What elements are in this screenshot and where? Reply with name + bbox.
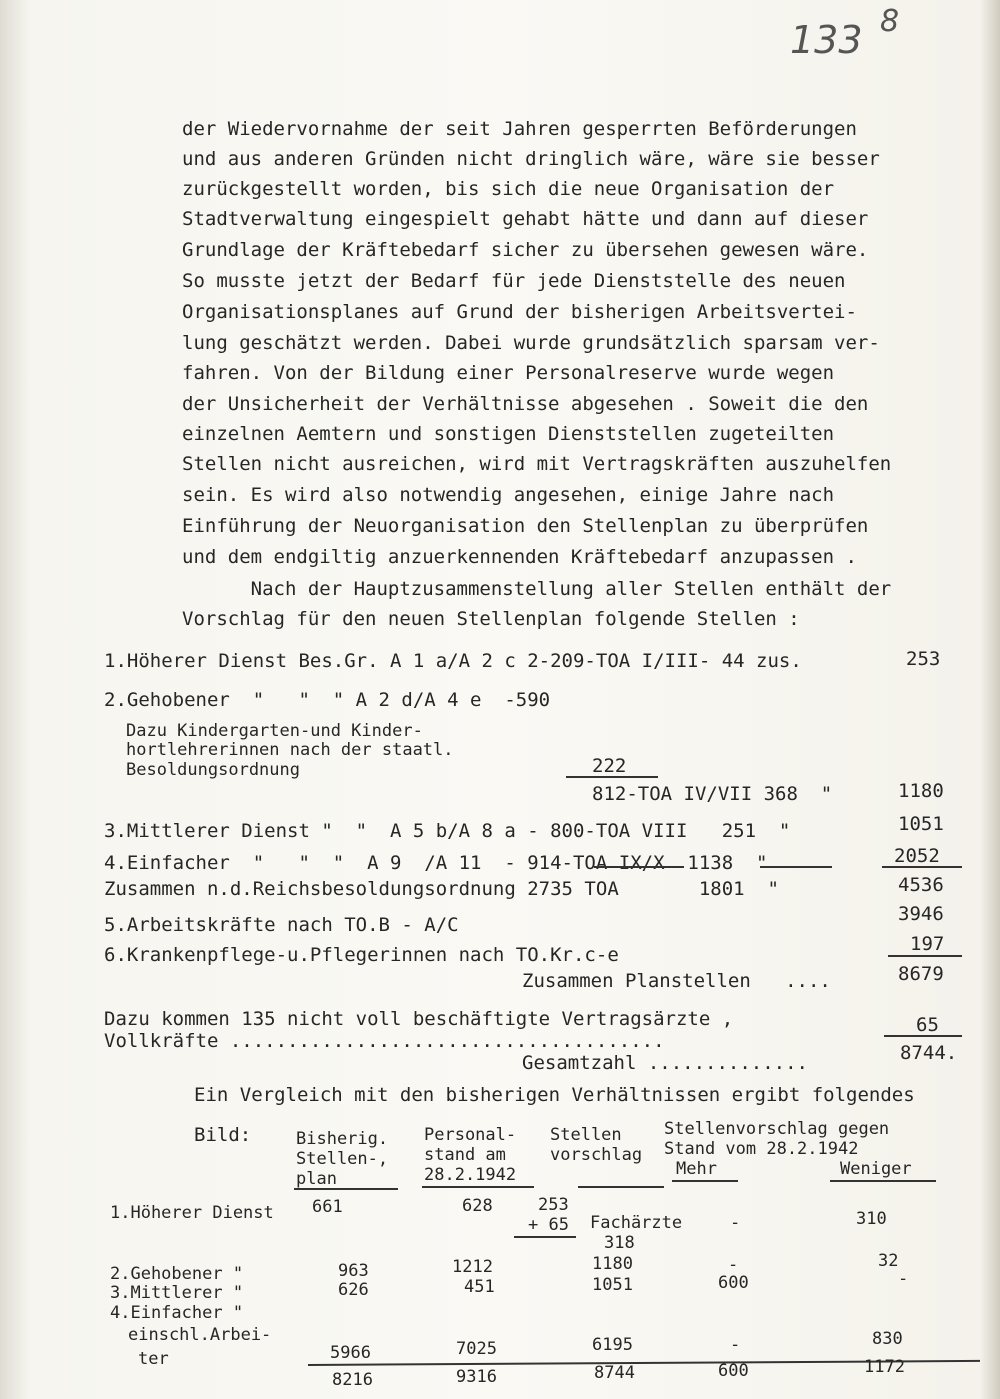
archive-number: 133	[790, 18, 863, 62]
plan-total: 197	[910, 933, 945, 955]
cell-bisher: 661	[312, 1197, 343, 1217]
cell-stand: 451	[464, 1277, 495, 1297]
cell-vorschlag: 1051	[592, 1275, 633, 1295]
plan-row: 6.Krankenpflege-u.Pflegerinnen nach TO.Kr.c-e	[104, 944, 619, 966]
cell-vorschlag: 6195	[592, 1335, 633, 1355]
underline	[882, 866, 962, 868]
plan-row: 5.Arbeitskräfte nach TO.B - A/C	[104, 914, 459, 936]
body-line: Stadtverwaltung eingespielt gehabt hätte und dann auf dieser	[182, 208, 869, 230]
header-bisherig: Bisherig.	[296, 1129, 389, 1149]
total-weniger: 1172	[864, 1357, 905, 1377]
underline	[884, 1035, 962, 1037]
body-line: Grundlage der Kräftebedarf sicher zu übersehen gewesen wäre.	[182, 239, 869, 261]
cell-stand: 7025	[456, 1339, 497, 1359]
cell-mehr: 600	[718, 1273, 749, 1293]
underline	[566, 776, 658, 778]
body-line: Vorschlag für den neuen Stellenplan folgende Stellen :	[182, 608, 800, 630]
header-underline	[422, 1186, 534, 1188]
body-line: fahren. Von der Bildung einer Personalreserve wurde wegen	[182, 362, 835, 384]
header-personalstand: 28.2.1942	[424, 1165, 517, 1185]
body-line: So musste jetzt der Bedarf für jede Dienststelle des neuen	[182, 270, 846, 292]
cell-bisher: 963	[338, 1261, 369, 1281]
header-vorschlag: vorschlag	[550, 1145, 643, 1165]
underline	[888, 955, 962, 957]
header-personalstand: Personal-	[424, 1125, 517, 1145]
plan-total: 4536	[898, 874, 944, 896]
plan-note: hortlehrerinnen nach der staatl.	[126, 740, 454, 760]
cell-bisher: 626	[338, 1280, 369, 1300]
cell-weniger: 830	[872, 1329, 903, 1349]
plan-note-value: 222	[592, 755, 627, 777]
header-underline	[830, 1180, 936, 1182]
cell-weniger: -	[898, 1269, 909, 1289]
cell-weniger: 32	[878, 1251, 899, 1271]
compare-intro: Bild:	[194, 1124, 252, 1146]
compare-row-label: 4.Einfacher "	[110, 1303, 244, 1323]
cell-mehr: -	[728, 1255, 739, 1275]
plan-total: 253	[906, 648, 941, 670]
total-vorschlag: 8744	[594, 1363, 635, 1383]
cell-stand: 628	[462, 1196, 493, 1216]
header-underline	[578, 1186, 664, 1188]
header-bisherig: Stellen-,	[296, 1149, 389, 1169]
cell-bisher: 5966	[330, 1343, 371, 1363]
total-bisher: 8216	[332, 1370, 373, 1390]
plan-note: Dazu Kindergarten-und Kinder-	[126, 721, 423, 741]
header-group: Stand vom 28.2.1942	[664, 1139, 859, 1159]
plan-total: 3946	[898, 903, 944, 925]
plan-row: 2.Gehobener " " " A 2 d/A 4 e -590	[104, 689, 551, 711]
header-underline	[672, 1180, 738, 1182]
compare-row-label: einschl.Arbei-	[128, 1325, 272, 1345]
plan-row: Gesamtzahl ..............	[522, 1052, 808, 1074]
cell-extra: + 65	[528, 1215, 569, 1235]
underline	[594, 866, 684, 868]
body-line: zurückgestellt worden, bis sich die neue Organisation der	[182, 178, 835, 200]
plan-total: 2052	[894, 845, 940, 867]
header-group: Stellenvorschlag gegen	[664, 1119, 890, 1139]
compare-intro: Ein Vergleich mit den bisherigen Verhältnissen ergibt folgendes	[194, 1084, 915, 1106]
plan-row: 812-TOA IV/VII 368 "	[592, 783, 833, 805]
plan-row: Dazu kommen 135 nicht voll beschäftigte Vertragsärzte ,	[104, 1008, 734, 1030]
body-line: der Wiedervornahme der seit Jahren gesperrten Beförderungen	[182, 118, 857, 140]
compare-row-label: ter	[138, 1349, 169, 1369]
cell-vorschlag: 1180	[592, 1254, 633, 1274]
plan-sum-row: Zusammen n.d.Reichsbesoldungsordnung 2735 TOA 1801 "	[104, 878, 779, 900]
header-underline	[294, 1188, 398, 1190]
compare-row-label: 1.Höherer Dienst	[110, 1203, 274, 1223]
plan-row: 3.Mittlerer Dienst " " A 5 b/A 8 a - 800-TOA VIII 251 "	[104, 820, 791, 842]
cell-vorschlag: 253	[538, 1195, 569, 1215]
body-line: Stellen nicht ausreichen, wird mit Vertragskräften auszuhelfen	[182, 453, 892, 475]
plan-row: 4.Einfacher " " " A 9 /A 11 - 914-TOA IX/X 1138 "	[104, 852, 768, 874]
body-line: einzelnen Aemtern und sonstigen Dienststellen zugeteilten	[182, 423, 835, 445]
underline	[514, 1236, 576, 1238]
page-number: 8	[880, 4, 900, 39]
plan-total: 8679	[898, 963, 944, 985]
body-line: und dem endgiltig anzuerkennenden Kräftebedarf anzupassen .	[182, 546, 857, 568]
header-bisherig: plan	[296, 1169, 337, 1189]
cell-stand: 1212	[452, 1257, 493, 1277]
plan-total: 1051	[898, 813, 944, 835]
plan-grand-total: 8744.	[900, 1042, 958, 1064]
body-line: Nach der Hauptzusammenstellung aller Stellen enthält der	[182, 578, 892, 600]
cell-weniger: 310	[856, 1209, 887, 1229]
body-line: Einführung der Neuorganisation den Stellenplan zu überprüfen	[182, 515, 869, 537]
plan-total: 65	[916, 1014, 939, 1036]
body-line: Organisationsplanes auf Grund der bisherigen Arbeitsvertei-	[182, 301, 857, 323]
header-weniger: Weniger	[840, 1159, 912, 1179]
total-stand: 9316	[456, 1367, 497, 1387]
plan-row: Vollkräfte ......................................	[104, 1030, 665, 1052]
plan-row: 1.Höherer Dienst Bes.Gr. A 1 a/A 2 c 2-209-TOA I/III- 44 zus.	[104, 650, 802, 672]
underline	[760, 866, 832, 868]
body-line: sein. Es wird also notwendig angesehen, einige Jahre nach	[182, 484, 835, 506]
cell-vorschlag-total: 318	[604, 1233, 635, 1253]
plan-note: Besoldungsordnung	[126, 760, 300, 780]
header-mehr: Mehr	[676, 1159, 717, 1179]
body-line: und aus anderen Gründen nicht dringlich wäre, wäre sie besser	[182, 148, 880, 170]
compare-row-label: 2.Gehobener "	[110, 1264, 244, 1284]
total-mehr: 600	[718, 1361, 749, 1381]
plan-row: Zusammen Planstellen ....	[522, 970, 831, 992]
body-line: der Unsicherheit der Verhältnisse abgesehen . Soweit die den	[182, 393, 869, 415]
plan-total: 1180	[898, 780, 944, 802]
header-personalstand: stand am	[424, 1145, 506, 1165]
cell-mehr: -	[730, 1213, 741, 1233]
cell-mehr: -	[730, 1335, 741, 1355]
body-line: lung geschätzt werden. Dabei wurde grundsätzlich sparsam ver-	[182, 332, 880, 354]
cell-extra-label: Fachärzte	[590, 1213, 683, 1233]
compare-row-label: 3.Mittlerer "	[110, 1283, 244, 1303]
header-vorschlag: Stellen	[550, 1125, 622, 1145]
